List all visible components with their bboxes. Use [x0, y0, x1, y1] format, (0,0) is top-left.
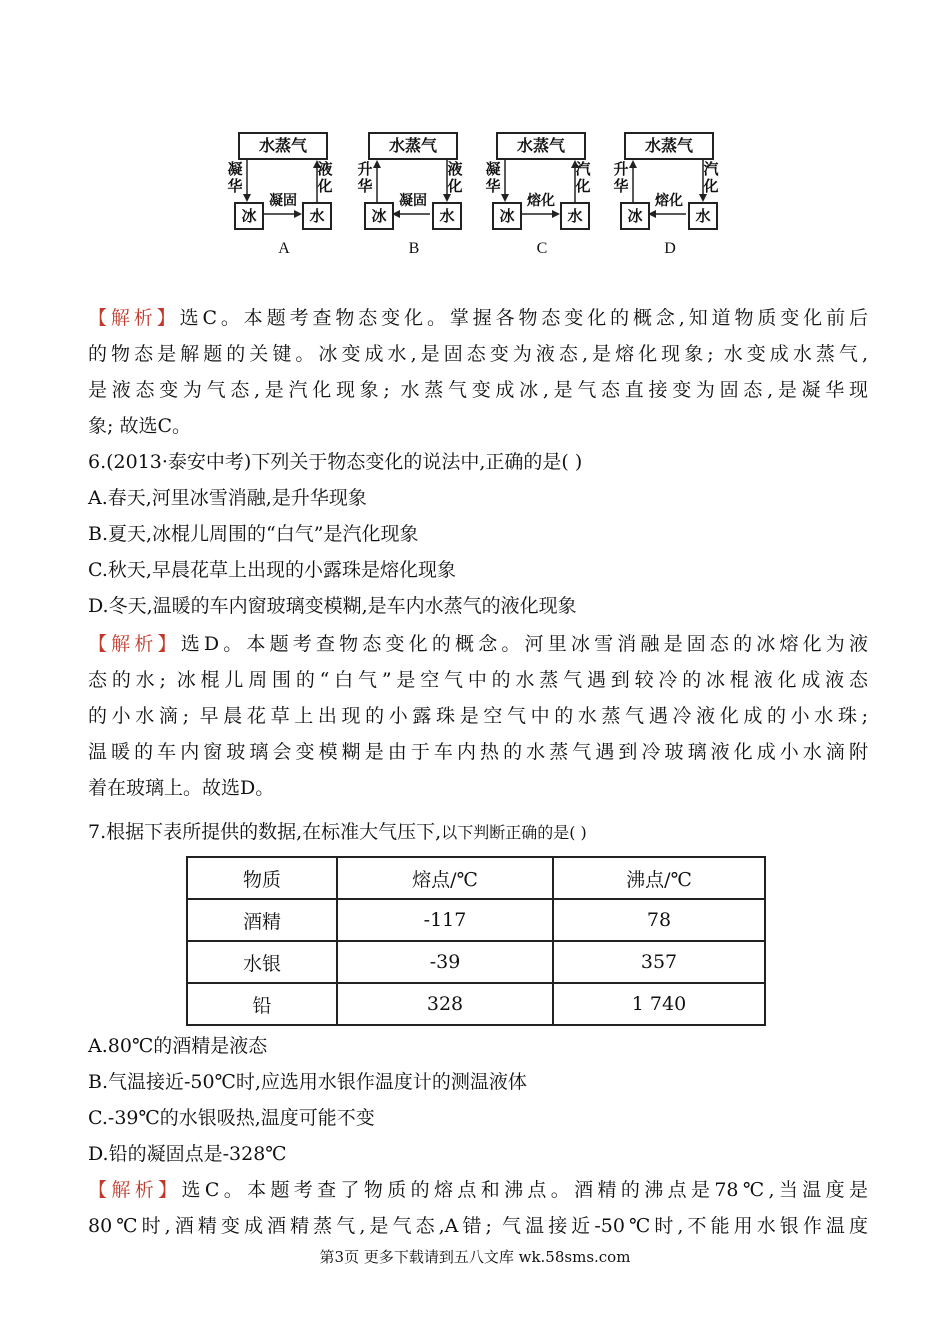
left-process-label: 凝 华: [227, 160, 243, 195]
option-d: D.铅的凝固点是-328℃: [88, 1143, 287, 1165]
table-cell: 铅: [187, 983, 337, 1025]
table-cell: -39: [337, 941, 553, 983]
diagram-c: [485, 128, 602, 263]
analysis-line: 【解析】选D。本题考查物态变化的概念。河里冰雪消融是固态的冰熔化为液: [88, 633, 868, 655]
question-stem: 6.(2013·泰安中考)下列关于物态变化的说法中,正确的是( ): [88, 451, 583, 473]
option-c: C.-39℃的水银吸热,温度可能不变: [88, 1107, 375, 1129]
left-process-label: 凝 华: [485, 160, 501, 195]
table-cell: 1 740: [553, 983, 765, 1025]
analysis-line: 着在玻璃上。故选D。: [88, 777, 275, 799]
table-header-cell: 熔点/℃: [337, 857, 553, 899]
ice-box: 冰: [492, 202, 522, 230]
analysis-line: 态的水; 冰棍儿周围的“白气”是空气中的水蒸气遇到较冷的冰棍液化成液态: [88, 669, 868, 691]
analysis-line: 的小水滴; 早晨花草上出现的小露珠是空气中的水蒸气遇冷液化成的小水珠;: [88, 705, 868, 727]
table-cell: 水银: [187, 941, 337, 983]
analysis-tag: 【解析】: [88, 307, 180, 329]
analysis-q6: [88, 626, 868, 806]
option-c: C.秋天,早晨花草上出现的小露珠是熔化现象: [88, 559, 456, 581]
ice-box: 冰: [234, 202, 264, 230]
diagram-a: [227, 128, 344, 263]
diagram-caption: D: [664, 240, 676, 257]
water-box: 水: [688, 202, 718, 230]
diagram-b: [357, 128, 474, 263]
vapor-box: 水蒸气: [624, 132, 714, 160]
analysis-line: 的物态是解题的关键。冰变成水,是固态变为液态,是熔化现象; 水变成水蒸气,: [88, 343, 868, 365]
phase-change-diagrams: [227, 128, 719, 268]
right-process-label: 液 化: [447, 160, 463, 195]
right-process-label: 液 化: [317, 160, 333, 195]
table-row: [187, 983, 765, 1025]
diagram-d: [613, 128, 730, 263]
middle-process-label: 凝固: [399, 193, 427, 209]
question-6: [88, 444, 868, 624]
analysis-q5: [88, 300, 868, 444]
analysis-q7: [88, 1172, 868, 1244]
analysis-line: 温暖的车内窗玻璃会变模糊是由于车内热的水蒸气遇到冷玻璃液化成小水滴附: [88, 741, 868, 763]
table-cell: 78: [553, 899, 765, 941]
analysis-line: 【解析】选C。本题考查物态变化。掌握各物态变化的概念,知道物质变化前后: [88, 307, 868, 329]
option-b: B.夏天,冰棍儿周围的“白气”是汽化现象: [88, 523, 419, 545]
right-process-label: 汽 化: [575, 160, 591, 195]
analysis-line: 【解析】选C。本题考查了物质的熔点和沸点。酒精的沸点是78℃,当温度是: [88, 1179, 868, 1201]
option-d: D.冬天,温暖的车内窗玻璃变模糊,是车内水蒸气的液化现象: [88, 595, 577, 617]
ice-box: 冰: [620, 202, 650, 230]
option-b: B.气温接近-50℃时,应选用水银作温度计的测温液体: [88, 1071, 527, 1093]
question-stem: 7.根据下表所提供的数据,在标准大气压下,: [88, 821, 442, 843]
question-7-options: [88, 1028, 868, 1172]
table-cell: 酒精: [187, 899, 337, 941]
table-cell: 357: [553, 941, 765, 983]
table-row: [187, 899, 765, 941]
middle-process-label: 熔化: [527, 193, 555, 209]
diagram-caption: C: [536, 240, 548, 257]
question-7-stem: [88, 814, 868, 850]
water-box: 水: [432, 202, 462, 230]
left-process-label: 升 华: [613, 160, 629, 195]
table-cell: -117: [337, 899, 553, 941]
analysis-line: 象; 故选C。: [88, 415, 191, 437]
option-a: A.80℃的酒精是液态: [88, 1035, 268, 1057]
option-a: A.春天,河里冰雪消融,是升华现象: [88, 487, 367, 509]
right-process-label: 汽 化: [703, 160, 719, 195]
table-header-row: [187, 857, 765, 899]
vapor-box: 水蒸气: [238, 132, 328, 160]
left-process-label: 升 华: [357, 160, 373, 195]
diagram-caption: B: [408, 240, 420, 257]
vapor-box: 水蒸气: [368, 132, 458, 160]
table-header-cell: 沸点/℃: [553, 857, 765, 899]
diagram-caption: A: [278, 240, 290, 257]
table-header-cell: 物质: [187, 857, 337, 899]
analysis-tag: 【解析】: [88, 1179, 182, 1201]
ice-box: 冰: [364, 202, 394, 230]
water-box: 水: [560, 202, 590, 230]
analysis-line: 是液态变为气态,是汽化现象; 水蒸气变成冰,是气态直接变为固态,是凝华现: [88, 379, 868, 401]
melting-boiling-table: [186, 856, 766, 1026]
question-stem-small: 以下判断正确的是( ): [441, 823, 587, 842]
analysis-tag: 【解析】: [88, 633, 181, 655]
middle-process-label: 熔化: [655, 193, 683, 209]
table-cell: 328: [337, 983, 553, 1025]
analysis-line: 80℃时,酒精变成酒精蒸气,是气态,A错; 气温接近-50℃时,不能用水银作温度: [88, 1215, 868, 1237]
table-row: [187, 941, 765, 983]
water-box: 水: [302, 202, 332, 230]
middle-process-label: 凝固: [269, 193, 297, 209]
page-footer: 第3页 更多下载请到五八文库 wk.58sms.com: [319, 1248, 631, 1266]
vapor-box: 水蒸气: [496, 132, 586, 160]
